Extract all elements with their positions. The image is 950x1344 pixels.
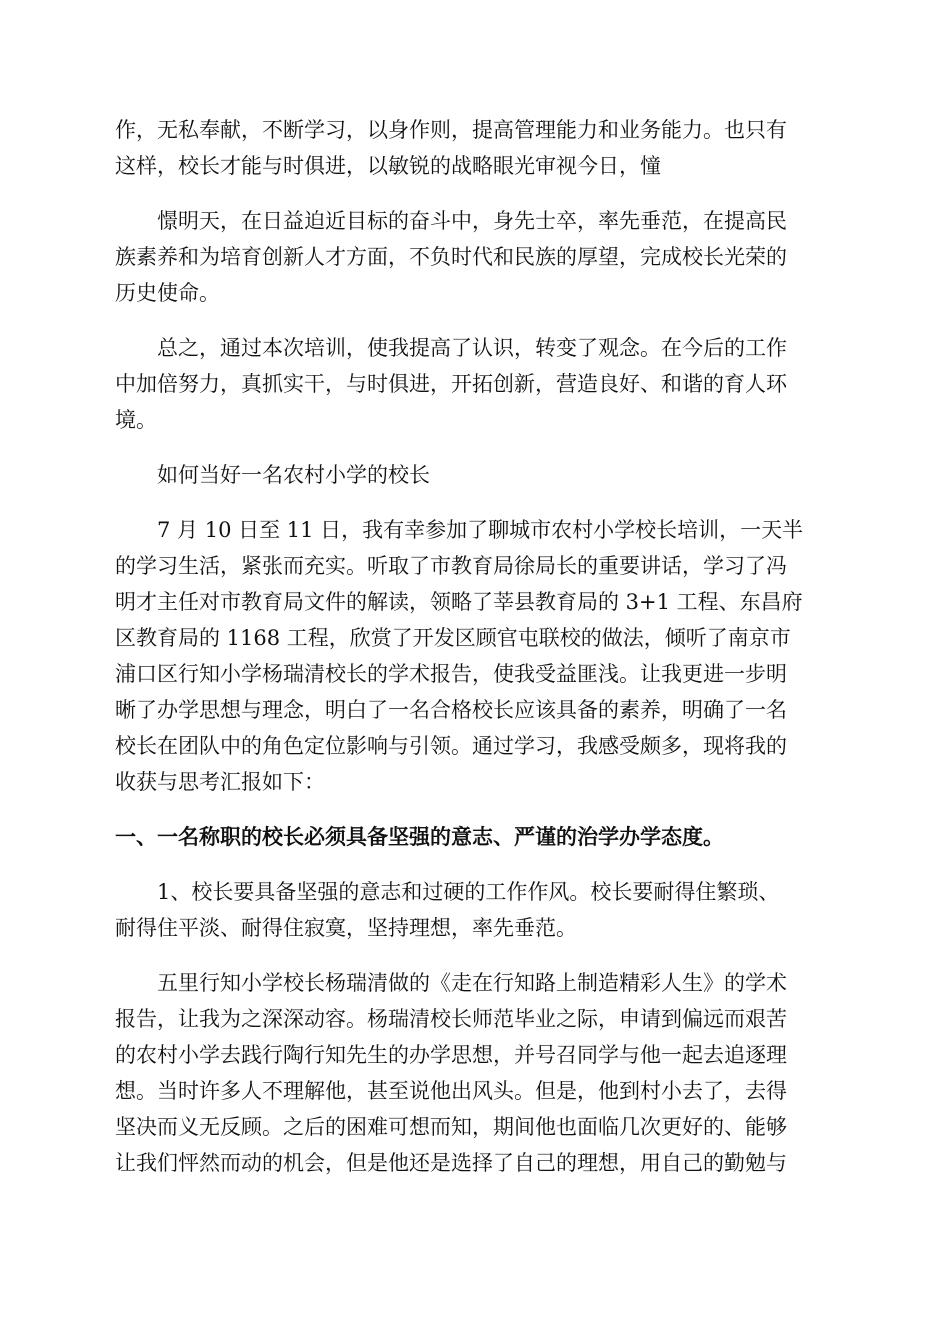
text-line: 的农村小学去践行陶行知先生的办学思想，并号召同学与他一起去追逐理: [115, 1043, 787, 1067]
text-line: 坚决而义无反顾。之后的困难可想而知，期间他也面临几次更好的、能够: [115, 1115, 787, 1139]
text-line: 总之，通过本次培训，使我提高了认识，转变了观念。在今后的工作: [157, 336, 787, 360]
text-line: 如何当好一名农村小学的校长: [157, 463, 430, 487]
text-line: 作，无私奉献，不断学习，以身作则，提高管理能力和业务能力。也只有: [115, 118, 787, 142]
text-line: 中加倍努力，真抓实干，与时俱进，开拓创新，营造良好、和谐的育人环: [115, 372, 787, 396]
text-line: 族素养和为培育创新人才方面，不负时代和民族的厚望，完成校长光荣的: [115, 245, 787, 269]
text-line: 让我们怦然而动的机会，但是他还是选择了自己的理想，用自己的勤勉与: [115, 1151, 787, 1175]
text-line: 的学习生活，紧张而充实。听取了市教育局徐局长的重要讲话，学习了冯: [115, 554, 787, 578]
paragraph-title-line: [115, 457, 835, 493]
text-line: 这样，校长才能与时俱进，以敏锐的战略眼光审视今日，憧: [115, 154, 661, 178]
text-line: 明才主任对市教育局文件的解读，领略了莘县教育局的 3+1 工程、东昌府: [115, 590, 803, 614]
section-heading: 一、一名称职的校长必须具备坚强的意志、严谨的治学办学态度。: [115, 825, 724, 849]
text-line: 校长在团队中的角色定位影响与引领。通过学习，我感受颇多，现将我的: [115, 734, 787, 758]
text-line: 报告，让我为之深深动容。杨瑞清校长师范毕业之际，申请到偏远而艰苦: [115, 1007, 787, 1031]
paragraph-7: [115, 965, 835, 1181]
paragraph-5: [115, 512, 835, 800]
document-page: [115, 112, 835, 1200]
text-line: 耐得住平淡、耐得住寂寞，坚持理想，率先垂范。: [115, 916, 577, 940]
text-line: 历史使命。: [115, 281, 220, 305]
text-line: 想。当时许多人不理解他，甚至说他出风头。但是，他到村小去了，去得: [115, 1079, 787, 1103]
text-line: 1、校长要具备坚强的意志和过硬的工作作风。校长要耐得住繁琐、: [157, 880, 780, 904]
text-line: 五里行知小学校长杨瑞清做的《走在行知路上制造精彩人生》的学术: [157, 971, 787, 995]
paragraph-3: [115, 330, 835, 438]
paragraph-2: [115, 203, 835, 311]
text-line: 憬明天，在日益迫近目标的奋斗中，身先士卒，率先垂范，在提高民: [157, 209, 787, 233]
text-line: 境。: [115, 408, 157, 432]
text-line: 7 月 10 日至 11 日，我有幸参加了聊城市农村小学校长培训，一天半: [157, 518, 804, 542]
text-line: 晰了办学思想与理念，明白了一名合格校长应该具备的素养，明确了一名: [115, 698, 787, 722]
text-line: 收获与思考汇报如下：: [115, 770, 325, 794]
paragraph-6: [115, 874, 835, 946]
text-line: 区教育局的 1168 工程，欣赏了开发区顾官屯联校的做法，倾听了南京市: [115, 626, 791, 650]
text-line: 浦口区行知小学杨瑞清校长的学术报告，使我受益匪浅。让我更进一步明: [115, 662, 787, 686]
paragraph-1: [115, 112, 835, 184]
